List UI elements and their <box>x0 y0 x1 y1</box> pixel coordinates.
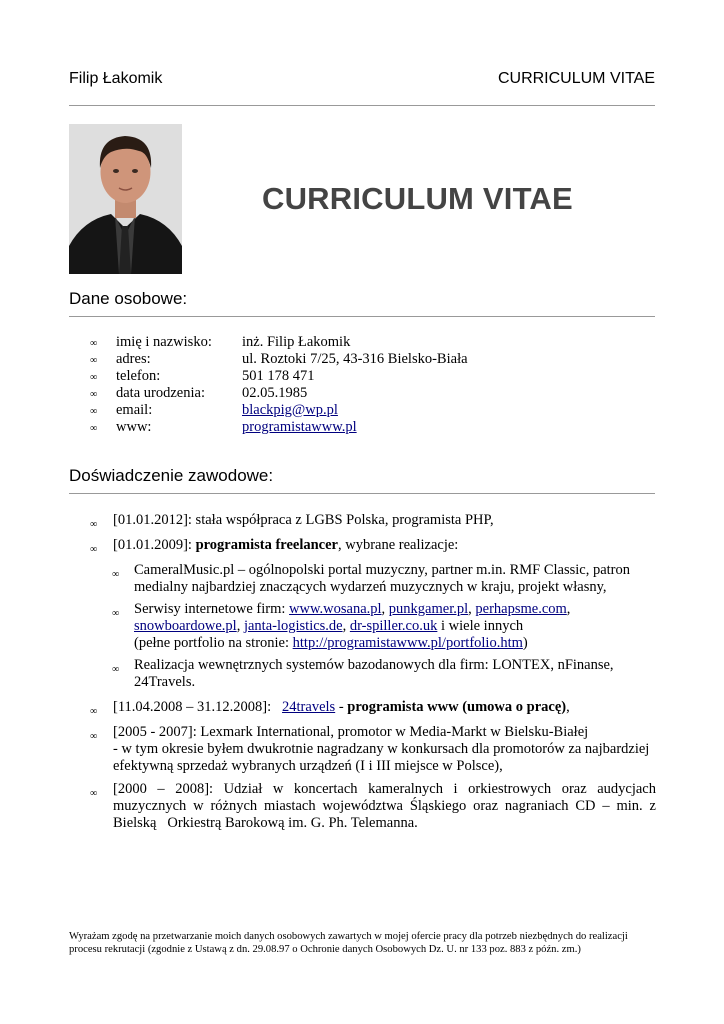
experience-divider <box>69 493 655 494</box>
bullet-icon: ∞ <box>90 423 98 434</box>
link-perhapsme[interactable]: perhapsme.com <box>475 601 567 617</box>
personal-label: imię i nazwisko: <box>116 334 212 350</box>
separator: , <box>236 618 244 634</box>
main-title: CURRICULUM VITAE <box>262 181 573 216</box>
experience-heading: Doświadczenie zawodowe: <box>69 466 274 485</box>
personal-value: inż. Filip Łakomik <box>242 334 351 350</box>
portfolio-prefix: (pełne portfolio na stronie: <box>134 635 293 651</box>
item-role: programista freelancer <box>195 537 338 553</box>
bullet-icon: ∞ <box>112 608 120 619</box>
website-link[interactable]: programistawww.pl <box>242 419 357 435</box>
link-dr-spiller[interactable]: dr-spiller.co.uk <box>349 618 438 634</box>
bullet-icon: ∞ <box>90 706 98 717</box>
personal-value: ul. Roztoki 7/25, 43-316 Bielsko-Biała <box>242 351 468 367</box>
item-dash: - <box>335 699 348 715</box>
header-divider <box>69 105 655 106</box>
email-link[interactable]: blackpig@wp.pl <box>242 402 338 418</box>
portfolio-suffix: ) <box>522 635 528 651</box>
personal-value: 02.05.1985 <box>242 385 308 401</box>
experience-item-freelancer <box>113 537 656 554</box>
personal-value: 501 178 471 <box>242 368 315 384</box>
portrait-icon <box>69 124 182 274</box>
personal-label: telefon: <box>116 368 161 384</box>
item-date: [01.01.2009]: <box>113 537 196 553</box>
experience-item-lgbs: [01.01.2012]: stała współpraca z LGBS Polska, programista PHP, <box>113 512 494 528</box>
bullet-icon: ∞ <box>90 406 98 417</box>
bullet-icon: ∞ <box>90 372 98 383</box>
bullet-icon: ∞ <box>90 519 98 530</box>
bullet-icon: ∞ <box>112 569 120 580</box>
portfolio-link[interactable]: http://programistawww.pl/portfolio.htm <box>292 635 523 651</box>
experience-item-concerts: [2000 – 2008]: Udział w koncertach kameralnych i orkiestrowych oraz audycjach muzycznych w różnych miastach województwa Śląskiego oraz nagraniach CD – min. z Bielską Orkiestrą Barokową im. G. Ph. Telemanna. <box>113 781 660 831</box>
bullet-icon: ∞ <box>90 389 98 400</box>
item-rest: , wybrane realizacje: <box>337 537 459 553</box>
lexmark-line2: - w tym okresie byłem dwukrotnie nagradzany w konkursach dla promotorów za najbardziej efektywną sprzedaż wybranych urządzeń (I i III miejsce w Polsce), <box>113 741 650 774</box>
project-websites <box>134 601 656 652</box>
item-role: programista www (umowa o pracę) <box>347 699 567 715</box>
experience-item-24travels <box>113 699 656 716</box>
portrait-photo <box>69 124 182 274</box>
personal-label: adres: <box>116 351 151 367</box>
personal-divider <box>69 316 655 317</box>
project-databases: Realizacja wewnętrznych systemów bazodanowych dla firm: LONTEX, nFinanse, 24Travels. <box>134 657 614 690</box>
link-janta-logistics[interactable]: janta-logistics.de <box>243 618 343 634</box>
personal-label: data urodzenia: <box>116 385 205 401</box>
websites-suffix: i wiele innych <box>437 618 524 634</box>
link-24travels[interactable]: 24travels <box>282 699 336 715</box>
link-wosana[interactable]: www.wosana.pl <box>289 601 382 617</box>
bullet-icon: ∞ <box>90 338 98 349</box>
separator: , <box>342 618 350 634</box>
header-title: CURRICULUM VITAE <box>497 70 655 87</box>
personal-label: www: <box>116 419 152 435</box>
bullet-icon: ∞ <box>90 355 98 366</box>
personal-label: email: <box>116 402 153 418</box>
websites-prefix: Serwisy internetowe firm: <box>134 601 290 617</box>
bullet-icon: ∞ <box>112 664 120 675</box>
link-snowboardowe[interactable]: snowboardowe.pl <box>134 618 237 634</box>
project-cameralmusic: CameralMusic.pl – ogólnopolski portal muzyczny, partner m.in. RMF Classic, patron medialny najbardziej znaczących wydarzeń muzycznych w kraju, projekt własny, <box>134 562 631 595</box>
separator: , <box>566 601 571 617</box>
header-name: Filip Łakomik <box>69 70 163 87</box>
item-date: [11.04.2008 – 31.12.2008]: <box>113 699 283 715</box>
link-punkgamer[interactable]: punkgamer.pl <box>388 601 469 617</box>
item-end: , <box>566 699 570 715</box>
personal-heading: Dane osobowe: <box>69 289 188 308</box>
separator: , <box>468 601 476 617</box>
bullet-icon: ∞ <box>90 731 98 742</box>
gdpr-consent-note: Wyrażam zgodę na przetwarzanie moich danych osobowych zawartych w mojej ofercie pracy dla potrzeb niezbędnych do realizacji procesu rekrutacji (zgodnie z Ustawą z dn. 29.08.97 o Ochronie danych Osobowych Dz. U. nr 133 poz. 883 z późn. zm.) <box>69 931 628 955</box>
experience-item-lexmark <box>113 724 656 775</box>
bullet-icon: ∞ <box>90 788 98 799</box>
lexmark-line1: [2005 - 2007]: Lexmark International, promotor w Media-Markt w Bielsku-Białej <box>113 724 589 740</box>
separator: , <box>381 601 389 617</box>
bullet-icon: ∞ <box>90 544 98 555</box>
